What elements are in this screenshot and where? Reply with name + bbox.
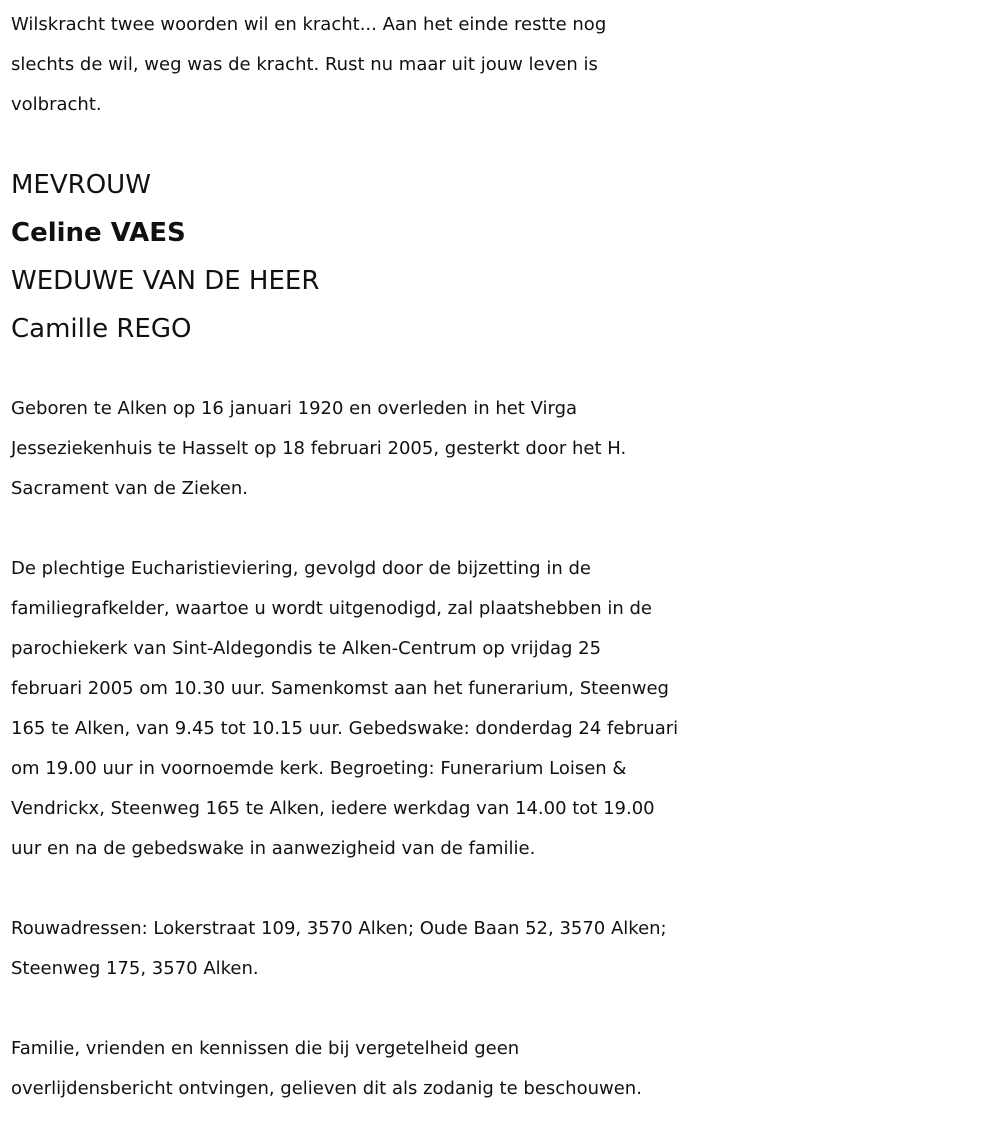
poem-line: volbracht. bbox=[11, 94, 102, 115]
ceremony-line: uur en na de gebedswake in aanwezigheid van de familie. bbox=[11, 838, 536, 859]
addresses-line: Steenweg 175, 3570 Alken. bbox=[11, 958, 259, 979]
birth-death-line: Sacrament van de Zieken. bbox=[11, 478, 249, 499]
ceremony-line: parochiekerk van Sint-Aldegondis te Alken-Centrum op vrijdag 25 bbox=[11, 638, 602, 659]
birth-death-line: Jesseziekenhuis te Hasselt op 18 februari 2005, gesterkt door het H. bbox=[11, 438, 627, 459]
ceremony-line: De plechtige Eucharistieviering, gevolgd door de bijzetting in de bbox=[11, 558, 591, 579]
ceremony-line: 165 te Alken, van 9.45 tot 10.15 uur. Gebedswake: donderdag 24 februari bbox=[11, 718, 679, 739]
addresses-line: Rouwadressen: Lokerstraat 109, 3570 Alken; Oude Baan 52, 3570 Alken; bbox=[11, 918, 667, 939]
ceremony-line: februari 2005 om 10.30 uur. Samenkomst aan het funerarium, Steenweg bbox=[11, 678, 669, 699]
person-relation: WEDUWE VAN DE HEER bbox=[11, 266, 320, 296]
poem-paragraph bbox=[11, 5, 990, 125]
person-name: Celine VAES bbox=[11, 218, 186, 248]
spouse-name: Camille REGO bbox=[11, 314, 192, 344]
birth-death-paragraph bbox=[11, 389, 990, 509]
ceremony-line: Vendrickx, Steenweg 165 te Alken, iedere werkdag van 14.00 tot 19.00 bbox=[11, 798, 655, 819]
addresses-paragraph bbox=[11, 909, 990, 989]
ceremony-line: familiegrafkelder, waartoe u wordt uitgenodigd, zal plaatshebben in de bbox=[11, 598, 652, 619]
closing-paragraph bbox=[11, 1029, 990, 1109]
poem-line: slechts de wil, weg was de kracht. Rust nu maar uit jouw leven is bbox=[11, 54, 598, 75]
person-title: MEVROUW bbox=[11, 170, 151, 200]
poem-line: Wilskracht twee woorden wil en kracht... Aan het einde restte nog bbox=[11, 14, 607, 35]
ceremony-paragraph bbox=[11, 549, 990, 869]
closing-line: overlijdensbericht ontvingen, gelieven dit als zodanig te beschouwen. bbox=[11, 1078, 642, 1099]
closing-line: Familie, vrienden en kennissen die bij vergetelheid geen bbox=[11, 1038, 520, 1059]
birth-death-line: Geboren te Alken op 16 januari 1920 en overleden in het Virga bbox=[11, 398, 578, 419]
ceremony-line: om 19.00 uur in voornoemde kerk. Begroeting: Funerarium Loisen & bbox=[11, 758, 627, 779]
